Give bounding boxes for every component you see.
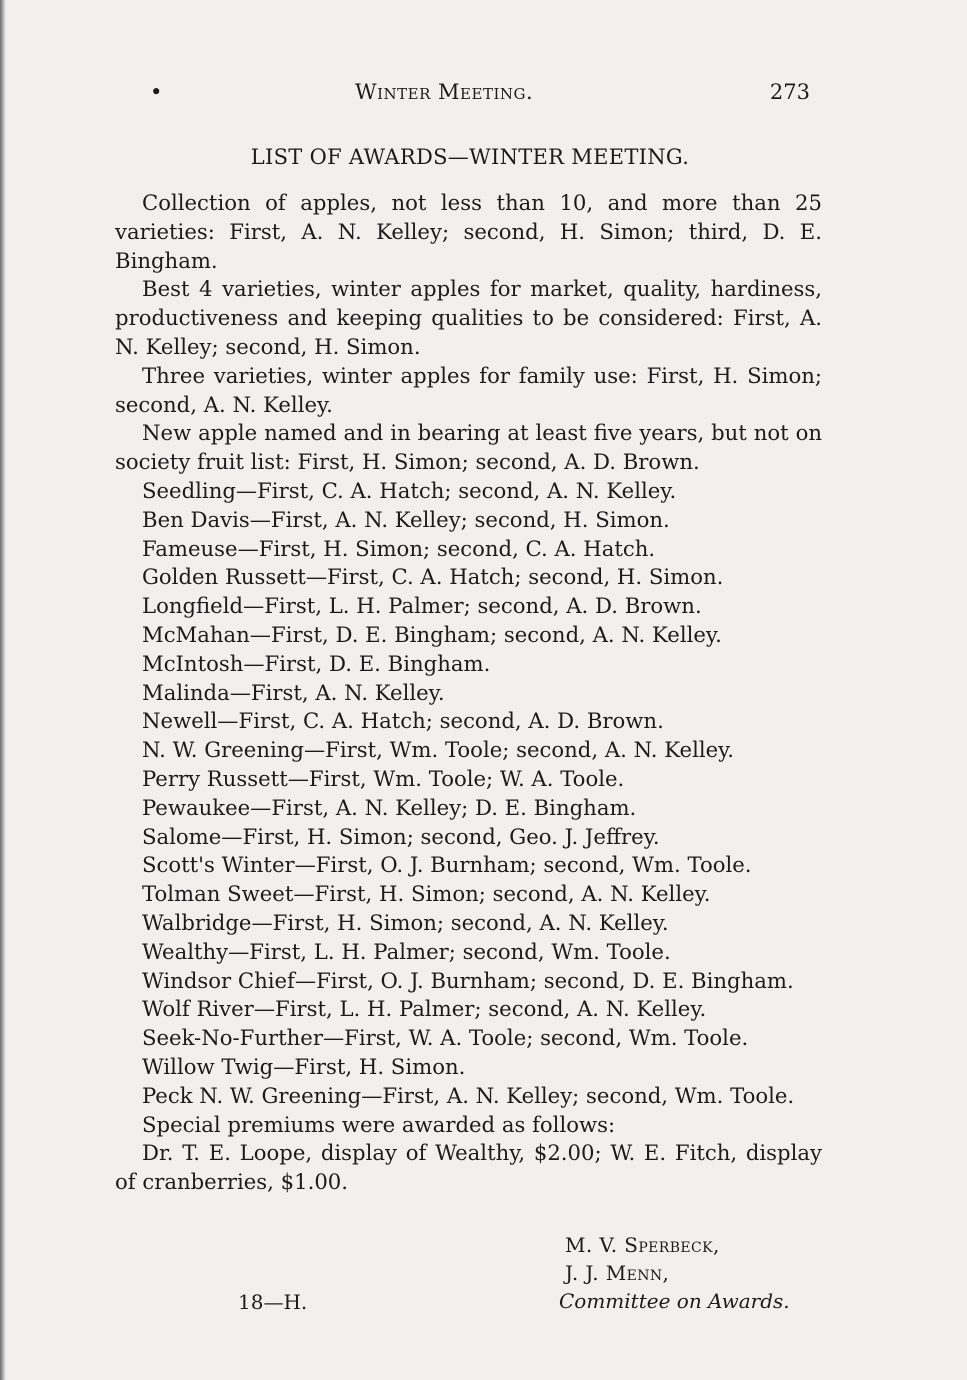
award-entry: Ben Davis—First, A. N. Kelley; second, H. Simon.: [142, 506, 670, 532]
award-entry: Pewaukee—First, A. N. Kelley; D. E. Bingham.: [142, 794, 637, 820]
award-entry: Wealthy—First, L. H. Palmer; second, Wm. Toole.: [142, 938, 671, 964]
special-premiums-text: Dr. T. E. Loope, display of Wealthy, $2.00; W. E. Fitch, display of cranberries, $1.00.: [115, 1140, 822, 1195]
award-entry: Tolman Sweet—First, H. Simon; second, A. N. Kelley.: [142, 881, 711, 907]
award-entry: McIntosh—First, D. E. Bingham.: [142, 650, 491, 676]
award-entry: Willow Twig—First, H. Simon.: [142, 1053, 466, 1079]
page-binding-edge: [0, 0, 6, 1380]
award-entry: Malinda—First, A. N. Kelley.: [142, 679, 445, 705]
award-paragraph: Best 4 varieties, winter apples for market, quality, hardiness, productiveness and keeping qualities to be considered: First, A. N. Kelley; second, H. Simon.: [115, 276, 822, 359]
committee-label: Committee on Awards.: [559, 1289, 790, 1313]
award-entry: McMahan—First, D. E. Bingham; second, A. N. Kelley.: [142, 621, 722, 647]
award-entry: Golden Russett—First, C. A. Hatch; second, H. Simon.: [142, 564, 724, 590]
award-entry: N. W. Greening—First, Wm. Toole; second, A. N. Kelley.: [142, 737, 735, 763]
award-entry: Perry Russett—First, Wm. Toole; W. A. Toole.: [142, 765, 625, 791]
award-entry: Salome—First, H. Simon; second, Geo. J. Jeffrey.: [142, 823, 660, 849]
header-dot: •: [150, 80, 163, 104]
section-title: LIST OF AWARDS—WINTER MEETING.: [250, 145, 690, 169]
special-premiums-intro: Special premiums were awarded as follows:: [142, 1111, 616, 1137]
award-entry: Fameuse—First, H. Simon; second, C. A. Hatch.: [142, 535, 656, 561]
award-paragraph: Three varieties, winter apples for family use: First, H. Simon; second, A. N. Kelley.: [115, 362, 822, 417]
award-entry: Wolf River—First, L. H. Palmer; second, A. N. Kelley.: [142, 996, 707, 1022]
award-entry: Scott's Winter—First, O. J. Burnham; second, Wm. Toole.: [142, 852, 752, 878]
committee-member-1: M. V. Sperbeck,: [565, 1233, 720, 1257]
committee-member-2: J. J. Menn,: [565, 1261, 670, 1285]
printer-signature-mark: 18—H.: [238, 1290, 308, 1314]
award-entry: Longfield—First, L. H. Palmer; second, A. D. Brown.: [142, 593, 702, 619]
award-entry: Newell—First, C. A. Hatch; second, A. D. Brown.: [142, 708, 664, 734]
award-entry: Walbridge—First, H. Simon; second, A. N. Kelley.: [142, 909, 669, 935]
running-title: Winter Meeting.: [355, 80, 534, 104]
award-entry: Windsor Chief—First, O. J. Burnham; second, D. E. Bingham.: [142, 967, 794, 993]
award-paragraph: Collection of apples, not less than 10, and more than 25 varieties: First, A. N. Kelley; second, H. Simon; third, D. E. Bingham.: [115, 190, 822, 273]
committee-signature-block: [559, 1231, 790, 1315]
award-paragraph: New apple named and in bearing at least five years, but not on society fruit list: First, H. Simon; second, A. D. Brown.: [115, 420, 822, 475]
award-entry: Peck N. W. Greening—First, A. N. Kelley; second, Wm. Toole.: [142, 1082, 795, 1108]
page-number: 273: [769, 80, 810, 104]
award-entry: Seek-No-Further—First, W. A. Toole; second, Wm. Toole.: [142, 1025, 749, 1051]
awards-list: [115, 189, 822, 1197]
page-header: [150, 80, 810, 110]
award-entry: Seedling—First, C. A. Hatch; second, A. N. Kelley.: [142, 477, 677, 503]
